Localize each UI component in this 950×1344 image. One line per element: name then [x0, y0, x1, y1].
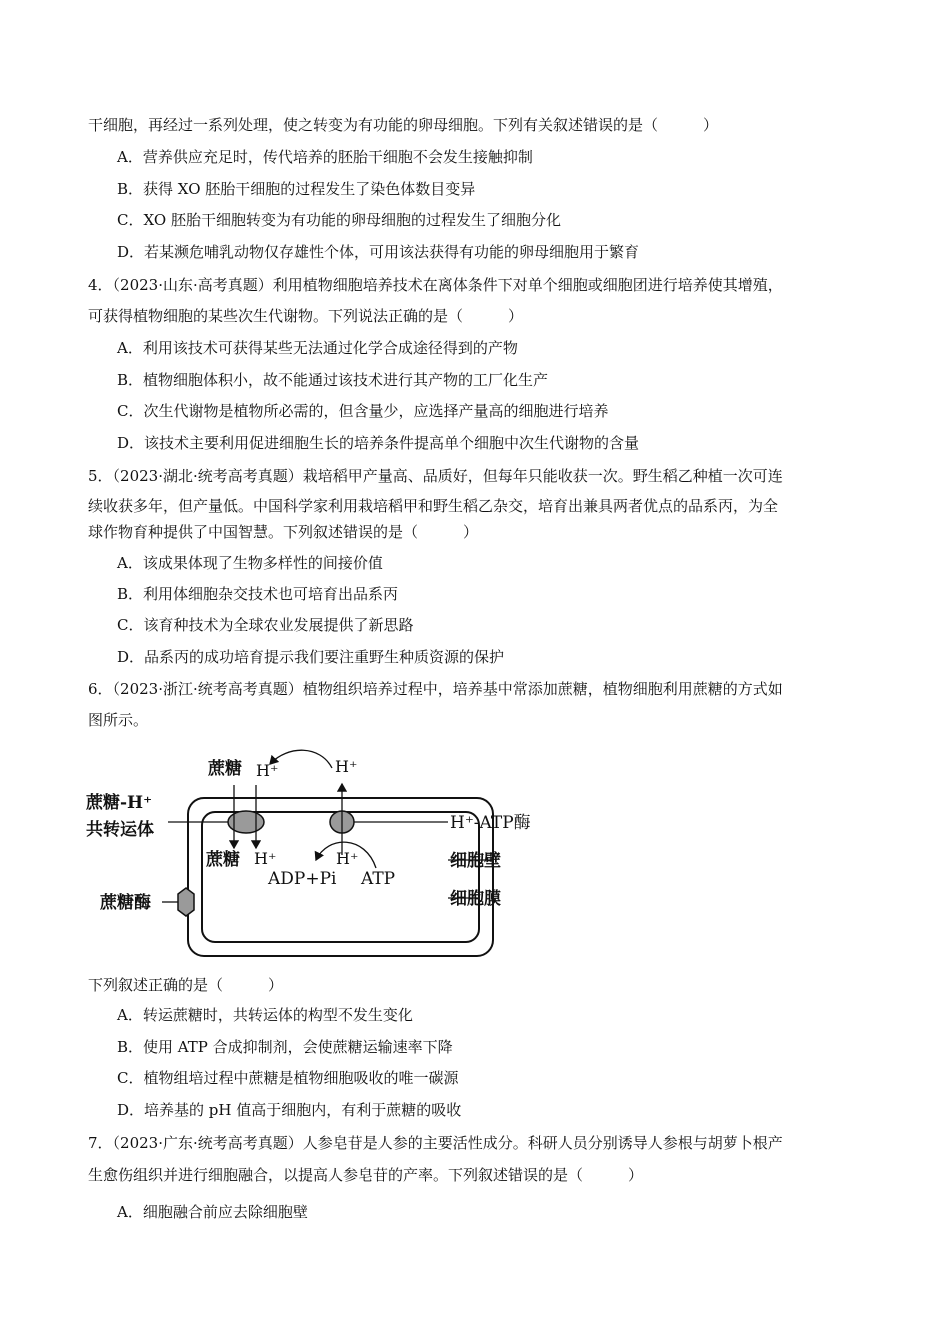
- label-h-in-left: H⁺: [254, 849, 277, 868]
- sucrose-transport-diagram: [80, 740, 550, 965]
- label-sucrose-out: 蔗糖: [208, 759, 242, 779]
- q4-option-b: B．植物细胞体积小，故不能通过该技术进行其产物的工厂化生产: [117, 371, 549, 389]
- q5-option-b: B．利用体细胞杂交技术也可培育出品系丙: [117, 585, 399, 603]
- q7-stem-line2: 生愈伤组织并进行细胞融合，以提高人参皂苷的产率。下列叙述错误的是（ ）: [88, 1166, 644, 1184]
- q3-stem-continuation: 干细胞，再经过一系列处理，使之转变为有功能的卵母细胞。下列有关叙述错误的是（ ）: [88, 116, 719, 134]
- q4-option-a: A．利用该技术可获得某些无法通过化学合成途径得到的产物: [117, 339, 518, 357]
- q6-option-d: D．培养基的 pH 值高于细胞内，有利于蔗糖的吸收: [117, 1101, 462, 1119]
- label-sucrose-in: 蔗糖: [206, 850, 240, 870]
- q3-option-c: C．XO 胚胎干细胞转变为有功能的卵母细胞的过程发生了细胞分化: [117, 211, 561, 229]
- label-cotransporter-2: 共转运体: [86, 820, 154, 840]
- q3-option-d: D．若某濒危哺乳动物仅存雄性个体，可用该法获得有功能的卵母细胞用于繁育: [117, 243, 640, 261]
- q6-stem-line1: 6．（2023·浙江·统考高考真题）植物组织培养过程中，培养基中常添加蔗糖，植物细胞利用蔗糖的方式如: [88, 680, 783, 698]
- q5-stem-line3: 球作物育种提供了中国智慧。下列叙述错误的是（ ）: [88, 523, 479, 541]
- label-cotransporter-1: 蔗糖-H⁺: [86, 793, 153, 813]
- q4-stem-line2: 可获得植物细胞的某些次生代谢物。下列说法正确的是（ ）: [88, 307, 524, 325]
- q6-option-c: C．植物组培过程中蔗糖是植物细胞吸收的唯一碳源: [117, 1069, 459, 1087]
- label-h-out-left: H⁺: [256, 761, 279, 780]
- q5-option-d: D．品系丙的成功培育提示我们要注重野生种质资源的保护: [117, 648, 505, 666]
- label-cell-membrane: 细胞膜: [450, 889, 501, 909]
- q5-stem-line1: 5．（2023·湖北·统考高考真题）栽培稻甲产量高、品质好，但每年只能收获一次。野生稻乙种植一次可连: [88, 467, 783, 485]
- q6-option-a: A．转运蔗糖时，共转运体的构型不发生变化: [117, 1006, 413, 1024]
- q4-option-c: C．次生代谢物是植物所必需的，但含量少，应选择产量高的细胞进行培养: [117, 402, 609, 420]
- label-h-in-right: H⁺: [336, 849, 359, 868]
- h-recycle-arrow: [270, 750, 332, 768]
- q7-option-a: A．细胞融合前应去除细胞壁: [117, 1203, 308, 1221]
- label-atp: ATP: [361, 869, 396, 889]
- sucrase-protein: [178, 888, 194, 916]
- q7-stem-line1: 7．（2023·广东·统考高考真题）人参皂苷是人参的主要活性成分。科研人员分别诱导人参根与胡萝卜根产: [88, 1134, 783, 1152]
- label-cell-wall: 细胞壁: [450, 851, 501, 871]
- q3-option-b: B．获得 XO 胚胎干细胞的过程发生了染色体数目变异: [117, 180, 476, 198]
- q6-stem-line2: 图所示。: [88, 711, 149, 729]
- label-h-out-right: H⁺: [335, 757, 358, 776]
- label-h-atpase: H⁺-ATP酶: [450, 813, 531, 833]
- q3-option-a: A．营养供应充足时，传代培养的胚胎干细胞不会发生接触抑制: [117, 148, 533, 166]
- q6-option-b: B．使用 ATP 合成抑制剂，会使蔗糖运输速率下降: [117, 1038, 453, 1056]
- label-sucrase: 蔗糖酶: [100, 893, 151, 913]
- label-adp-pi: ADP+Pi: [268, 869, 337, 889]
- q4-option-d: D．该技术主要利用促进细胞生长的培养条件提高单个细胞中次生代谢物的含量: [117, 434, 640, 452]
- q5-option-a: A．该成果体现了生物多样性的间接价值: [117, 554, 383, 572]
- q4-stem-line1: 4．（2023·山东·高考真题）利用植物细胞培养技术在离体条件下对单个细胞或细胞团进行培养使其增殖，: [88, 276, 783, 294]
- q5-stem-line2: 续收获多年，但产量低。中国科学家利用栽培稻甲和野生稻乙杂交，培育出兼具两者优点的品系丙，为全: [88, 497, 779, 515]
- q5-option-c: C．该育种技术为全球农业发展提供了新思路: [117, 616, 414, 634]
- q6-question-prompt: 下列叙述正确的是（ ）: [88, 976, 284, 994]
